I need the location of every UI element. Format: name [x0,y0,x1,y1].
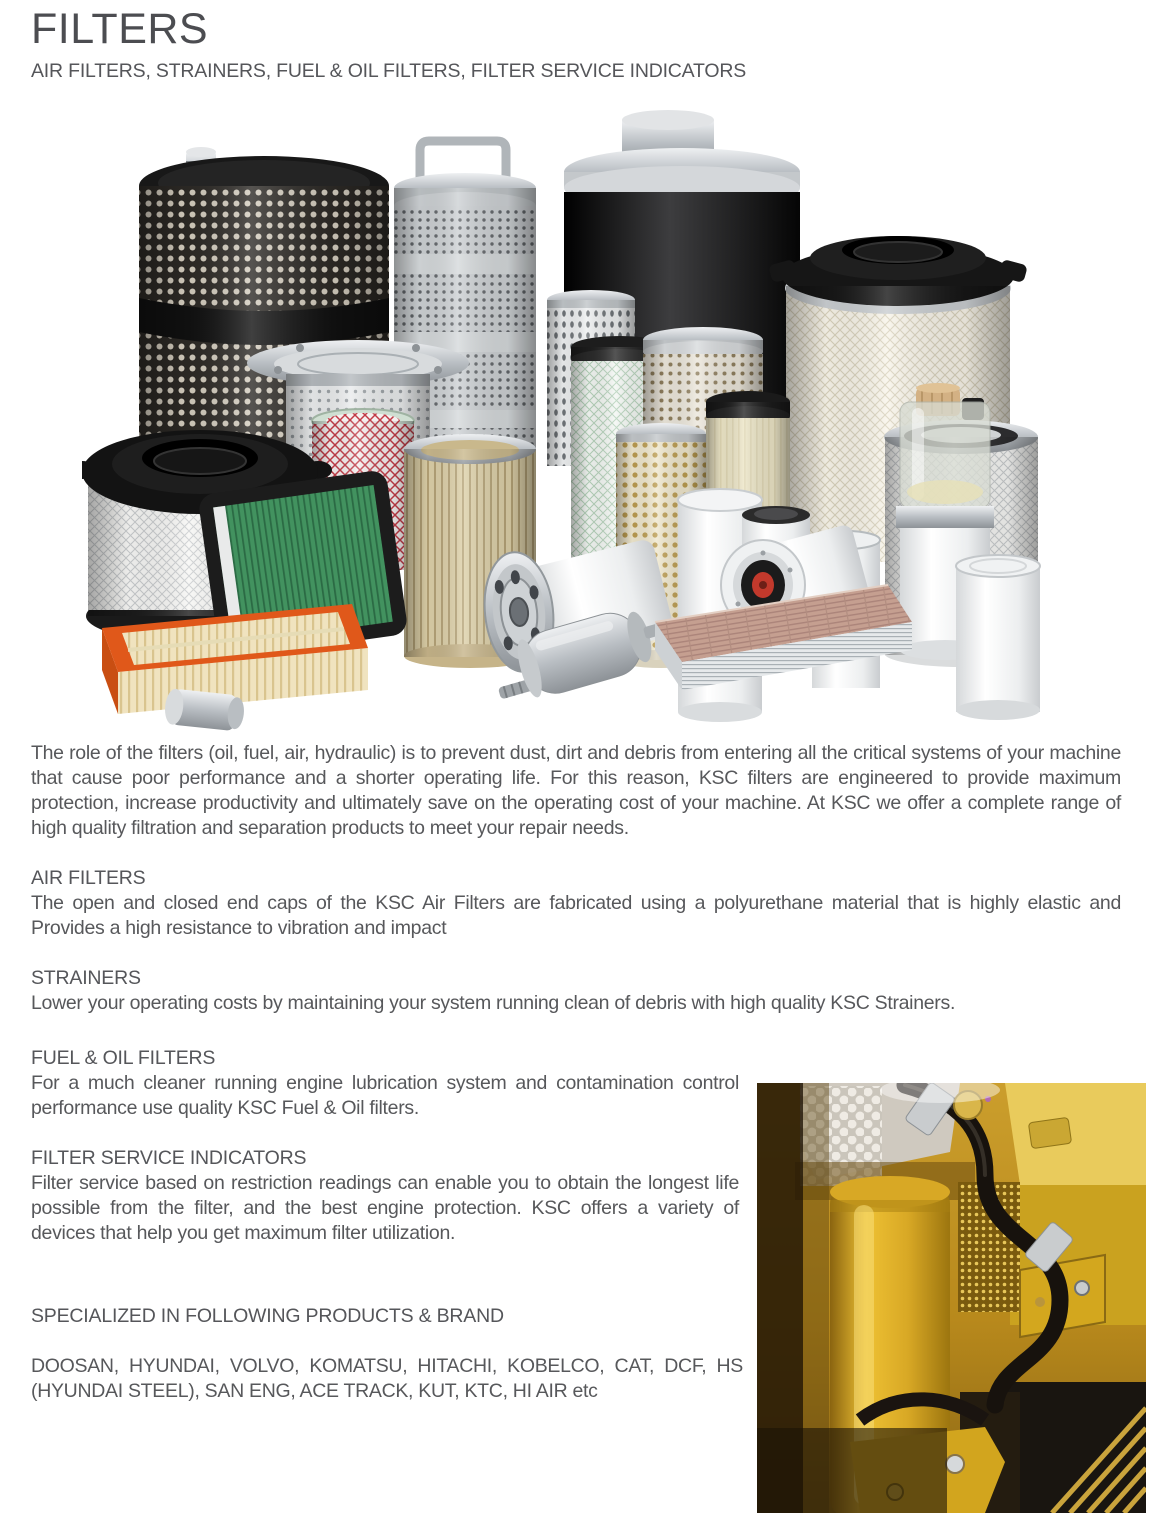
section-filter-service-indicators [31,1146,739,1246]
section-body-fuel-oil-filters: For a much cleaner running engine lubrication system and contamination control performance use quality KSC Fuel & Oil filters. [31,1072,739,1119]
section-heading-strainers: STRAINERS [31,967,141,989]
section-heading-filter-service-indicators: FILTER SERVICE INDICATORS [31,1147,307,1169]
page-title: FILTERS [31,5,209,53]
section-body-strainers: Lower your operating costs by maintaining your system running clean of debris with high quality KSC Strainers. [31,992,956,1014]
section-strainers [31,966,1121,1016]
section-air-filters [31,866,1121,941]
section-body-air-filters: The open and closed end caps of the KSC Air Filters are fabricated using a polyurethane material that is highly elastic and Provides a high resistance to vibration and impact [31,892,1121,939]
section-fuel-oil-filters [31,1046,739,1121]
page-subtitle: AIR FILTERS, STRAINERS, FUEL & OIL FILTERS, FILTER SERVICE INDICATORS [31,60,747,82]
filters-product-montage [82,108,1042,738]
intro-paragraph: The role of the filters (oil, fuel, air, hydraulic) is to prevent dust, dirt and debris from entering all the critical systems of your machine that cause poor performance and a shorter operating life. For this reason, KSC filters are engineered to provide maximum protection, increase productivity and ultimately save on the operating cost of your machine. At KSC we offer a complete range of high quality filtration and separation products to meet your repair needs. [31,742,1121,839]
right-white-spin-on [956,555,1040,720]
specialized-heading: SPECIALIZED IN FOLLOWING PRODUCTS & BRAND [31,1305,504,1327]
section-body-filter-service-indicators: Filter service based on restriction readings can enable you to obtain the longest life possible from the filter, and the best engine protection. KSC offers a variety of devices that help you get maximum filter utilization. [31,1172,739,1244]
machinery-filter-photo [757,1083,1146,1513]
brands-list: DOOSAN, HYUNDAI, VOLVO, KOMATSU, HITACHI, KOBELCO, CAT, DCF, HS (HYUNDAI STEEL), SAN ENG, ACE TRACK, KUT, KTC, HI AIR etc [31,1355,743,1402]
section-heading-fuel-oil-filters: FUEL & OIL FILTERS [31,1047,216,1069]
section-heading-air-filters: AIR FILTERS [31,867,146,889]
